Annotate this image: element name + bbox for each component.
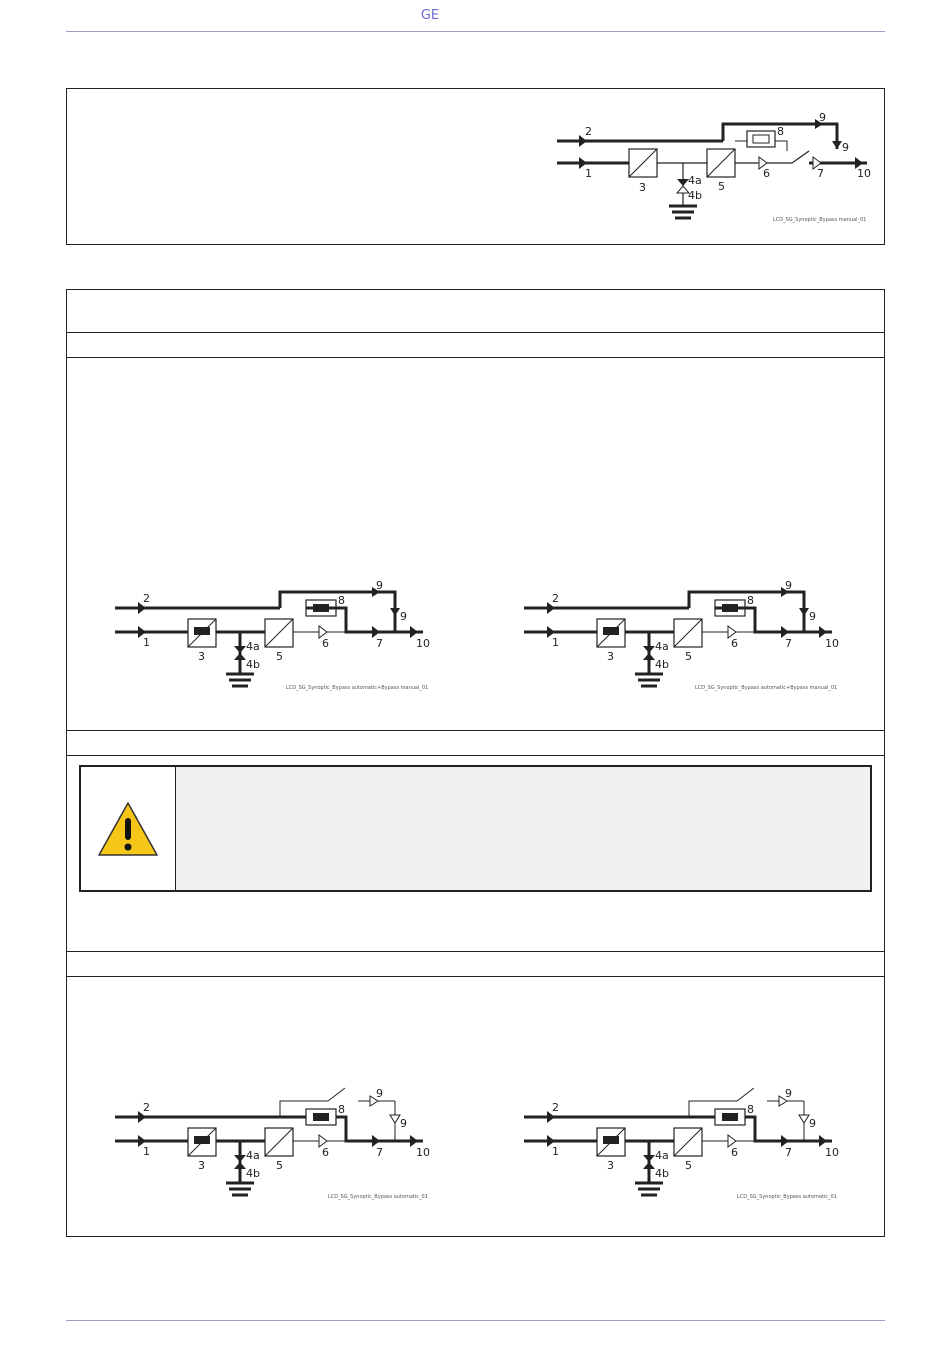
procedure-table [66,289,885,1237]
warning-triangle-icon [96,800,160,858]
label-rectifier: 3 [607,650,614,663]
label-rectifier: 3 [639,181,646,194]
label-manual-bypass-side: 9 [809,610,816,623]
label-manual-bypass-side: 9 [400,610,407,623]
label-static-switch: 6 [763,167,770,180]
label-battery-a: 4a [688,174,702,187]
label-manual-bypass-side: 9 [809,1117,816,1130]
label-static-switch: 6 [322,637,329,650]
footer-rule [66,1320,885,1321]
label-battery-a: 4a [246,1149,260,1162]
label-inverter: 5 [685,650,692,663]
label-manual-bypass-top: 9 [785,1087,792,1100]
label-manual-bypass-top: 9 [376,1087,383,1100]
diagram-caption: LCD_SG_Synoptic_Bypass manual_01 [773,217,867,223]
synoptic-auto-right [519,1083,859,1213]
label-input2: 2 [143,592,150,605]
label-inverter: 5 [276,1159,283,1172]
label-output-switch: 7 [785,1146,792,1159]
label-input2: 2 [585,125,592,138]
label-bypass-switch: 8 [777,125,784,138]
label-input1: 1 [143,636,150,649]
label-output: 10 [857,167,871,180]
label-input1: 1 [143,1145,150,1158]
label-bypass-switch: 8 [338,594,345,607]
label-inverter: 5 [685,1159,692,1172]
table-divider [67,951,884,952]
label-battery-a: 4a [246,640,260,653]
label-bypass-switch: 8 [747,594,754,607]
table-divider [67,730,884,731]
label-output: 10 [416,637,430,650]
warning-box [79,765,872,892]
label-rectifier: 3 [607,1159,614,1172]
label-rectifier: 3 [198,650,205,663]
label-battery-b: 4b [655,1167,669,1180]
top-diagram-box [66,88,885,245]
label-static-switch: 6 [731,637,738,650]
table-divider [67,357,884,358]
label-input2: 2 [143,1101,150,1114]
label-input1: 1 [552,1145,559,1158]
label-inverter: 5 [718,180,725,193]
synoptic-auto-manual-right [519,574,859,704]
warning-icon-cell [81,767,176,890]
diagram-caption: LCD_SG_Synoptic_Bypass automatic_01 [328,1194,428,1200]
synoptic-auto-left [110,1083,450,1213]
label-output: 10 [416,1146,430,1159]
label-input1: 1 [552,636,559,649]
diagram-caption: LCD_SG_Synoptic_Bypass automatic+Bypass manual_01 [695,685,838,691]
label-output-switch: 7 [817,167,824,180]
label-battery-b: 4b [655,658,669,671]
synoptic-bypass-manual-diagram [547,91,887,241]
label-output: 10 [825,637,839,650]
ge-logo: GE [420,8,440,23]
label-output-switch: 7 [785,637,792,650]
label-inverter: 5 [276,650,283,663]
label-manual-bypass-top: 9 [785,579,792,592]
label-bypass-switch: 8 [338,1103,345,1116]
label-output-switch: 7 [376,637,383,650]
label-static-switch: 6 [731,1146,738,1159]
table-divider [67,755,884,756]
label-bypass-switch: 8 [747,1103,754,1116]
header-rule [66,31,885,32]
label-output: 10 [825,1146,839,1159]
table-divider [67,332,884,333]
diagram-caption: LCD_SG_Synoptic_Bypass automatic+Bypass manual_01 [286,685,429,691]
label-battery-b: 4b [246,1167,260,1180]
label-input2: 2 [552,1101,559,1114]
label-battery-a: 4a [655,640,669,653]
label-battery-b: 4b [246,658,260,671]
diagram-caption: LCD_SG_Synoptic_Bypass automatic_01 [737,1194,837,1200]
label-input1: 1 [585,167,592,180]
synoptic-auto-manual-left [110,574,450,704]
label-input2: 2 [552,592,559,605]
label-manual-bypass-side: 9 [842,141,849,154]
label-manual-bypass-side: 9 [400,1117,407,1130]
label-manual-bypass-top: 9 [819,111,826,124]
label-battery-a: 4a [655,1149,669,1162]
label-manual-bypass-top: 9 [376,579,383,592]
label-static-switch: 6 [322,1146,329,1159]
label-rectifier: 3 [198,1159,205,1172]
table-divider [67,976,884,977]
label-battery-b: 4b [688,189,702,202]
label-output-switch: 7 [376,1146,383,1159]
